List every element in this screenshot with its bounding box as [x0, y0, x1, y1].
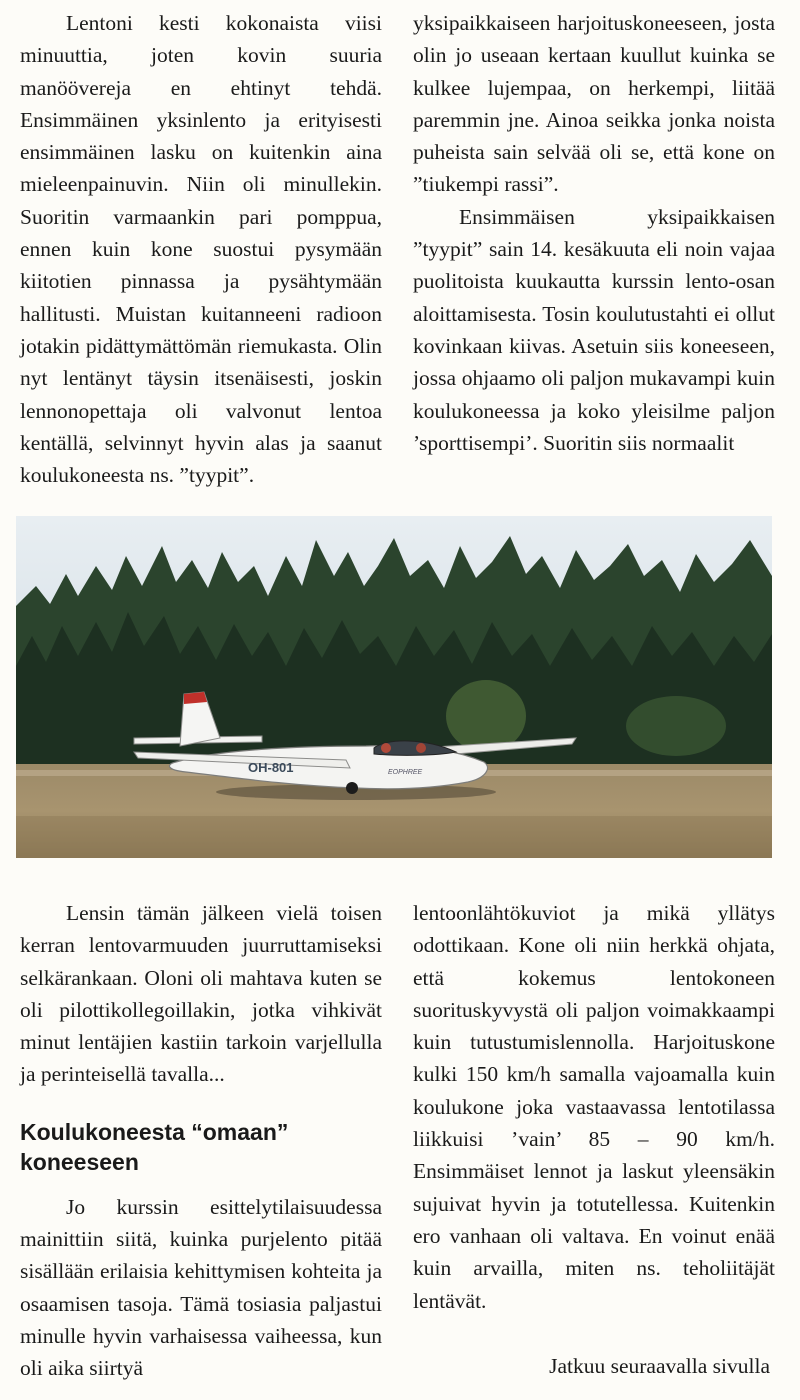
- paragraph: lentoonlähtökuviot ja mikä yllätys odottikaan. Kone oli niin herkkä ohjata, että kokemus lentokoneen suorituskyvystä oli paljon voimakkaampi kuin tutustumislennolla. Harjoituskone kulki 150 km/h samalla vajoamalla kuin koulukone joka vastaavassa lentotilassa liikkuisi ’vain’ 85 – 90 km/h. Ensimmäiset lennot ja laskut yleensäkin sujuivat hyvin ja totutellessa. Kuitenkin ero vanhaan oli valtava. En voinut enää kuin arvailla, miten ns. teholiitäjät lentävät.: [413, 901, 775, 1313]
- section-heading: Koulukoneesta “omaan” koneeseen: [20, 1118, 289, 1175]
- paragraph: Lensin tämän jälkeen vielä toisen kerran lentovarmuuden juurruttamiseksi selkärankaan. Oloni oli mahtava kuten se oli pilottikollegoillakin, jotka vihkivät minut lentäjien kastiin tarkoin varjellulla ja perinteisellä tavalla...: [20, 901, 382, 1087]
- glider-photo: [16, 516, 772, 858]
- paragraph: Jo kurssin esittelytilaisuudessa mainittiin siitä, kuinka purjelento pitää sisällään erilaisia kehittymisen kohteita ja osaamisen tasoja. Tämä tosiasia paljastui minulle hyvin varhaisessa vaiheessa, kun oli aika siirtyä: [20, 1194, 382, 1381]
- paragraph: yksipaikkaiseen harjoituskoneeseen, josta olin jo useaan kertaan kuullut kuinka se kulkee lujempaa, on herkempi, liitää paremmin jne. Ainoa seikka jonka noista puheista sain selvää oli se, että kone on ”tiukempi rassi”.: [413, 11, 775, 197]
- continues-note: Jatkuu seuraavalla sivulla: [549, 1354, 770, 1378]
- article-column-3: [20, 897, 382, 1385]
- glider-registration: OH-801: [248, 760, 294, 775]
- paragraph: Ensimmäisen yksipaikkaisen ”tyypit” sain 14. kesäkuuta eli noin vajaa puolitoista kuukautta kurssin lento-osan aloittamisesta. Tosin koulutustahti ei ollut kovinkaan kiivas. Asetuin siis koneeseen, jossa ohjaamo oli paljon mukavampi kuin koulukoneessa ja koko yleisilme paljon ’sporttisempi’. Suoritin siis normaalit: [413, 204, 775, 455]
- article-column-4: [413, 897, 775, 1317]
- glider-fuselage-text: EOPHREE: [388, 769, 423, 776]
- article-column-2: [413, 7, 775, 459]
- paragraph: Lentoni kesti kokonaista viisi minuuttia, joten kovin suuria manöövereja en ehtinyt tehdä. Ensimmäinen yksinlento ja erityisesti ensimmäinen lasku on kuitenkin aina mieleenpainuvin. Niin oli minullekin. Suoritin varmaankin pari pomppua, ennen kuin kone suostui pysymään kiitotien pinnassa ja pysähtymään hallitusti. Muistan kuitanneeni radioon jotakin pidättymättömän riemukasta. Olin nyt lentänyt täysin itsenäisesti, joskin lennonopettaja oli valvonut lentoa kentällä, selvinnyt hyvin alas ja saanut koulukoneesta ns. ”tyypit”.: [20, 11, 382, 488]
- article-column-1: [20, 7, 382, 491]
